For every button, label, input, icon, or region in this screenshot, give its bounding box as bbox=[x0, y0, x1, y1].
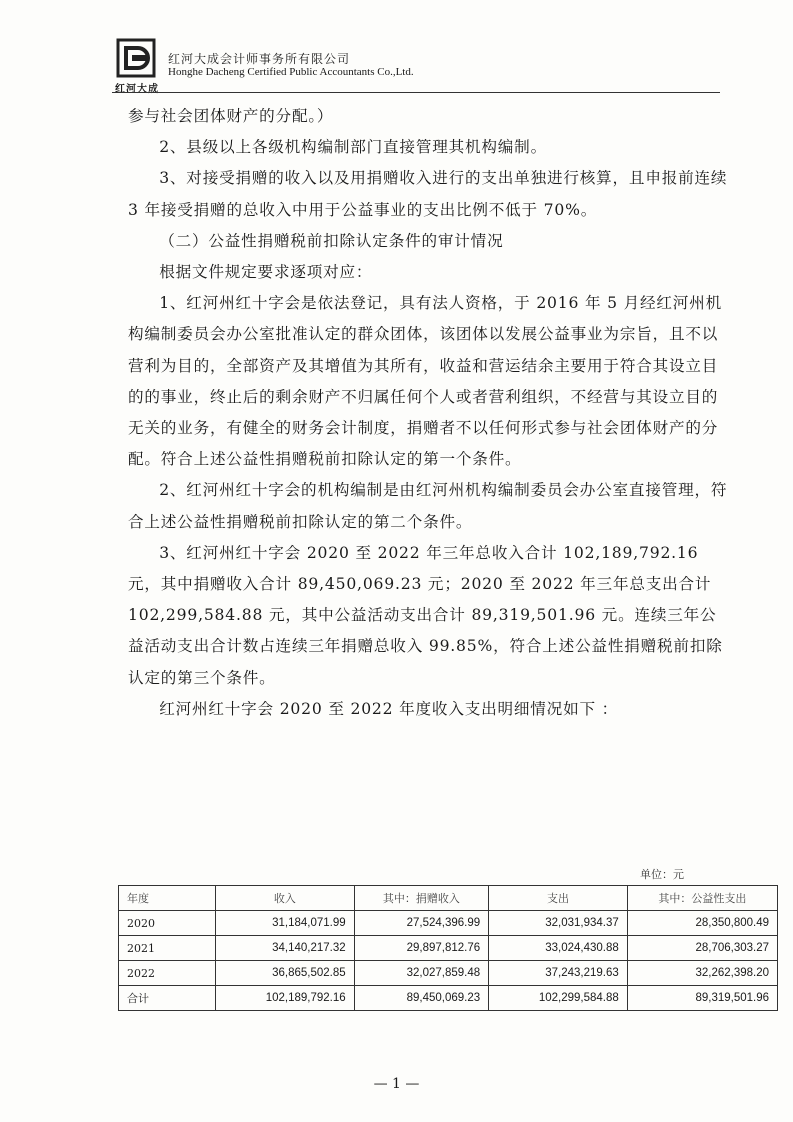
letterhead bbox=[112, 38, 720, 96]
col-public-welfare-expense: 其中：公益性支出 bbox=[627, 886, 777, 911]
amount-cell: 89,319,501.96 bbox=[627, 986, 777, 1011]
amount-cell: 31,184,071.99 bbox=[216, 911, 355, 936]
amount-cell: 32,031,934.37 bbox=[489, 911, 628, 936]
amount-cell: 36,865,502.85 bbox=[216, 961, 355, 986]
paragraph: 红河州红十字会 2020 至 2022 年度收入支出明细情况如下 ： bbox=[159, 699, 619, 718]
table-row bbox=[119, 911, 778, 936]
logo-text: 红河大成 bbox=[115, 84, 159, 95]
document-body bbox=[128, 101, 728, 725]
paragraph: （二）公益性捐赠税前扣除认定条件的审计情况 bbox=[159, 231, 504, 250]
table-unit: 单位：元 bbox=[640, 868, 684, 881]
amount-cell: 32,027,859.48 bbox=[354, 961, 488, 986]
amount-cell: 29,897,812.76 bbox=[354, 936, 488, 961]
amount-cell: 89,450,069.23 bbox=[354, 986, 488, 1011]
paragraph: 3、对接受捐赠的收入以及用捐赠收入进行的支出单独进行核算，且申报前连续3 年接受捐赠的总收入中用于公益事业的支出比例不低于 70%。 bbox=[128, 169, 728, 219]
table-row bbox=[119, 961, 778, 986]
year-cell: 合计 bbox=[119, 986, 216, 1011]
table-row bbox=[119, 986, 778, 1011]
paragraph: 根据文件规定要求逐项对应： bbox=[159, 263, 373, 282]
firm-name-en: Honghe Dacheng Certified Public Accountants Co.,Ltd. bbox=[168, 66, 414, 78]
amount-cell: 102,189,792.16 bbox=[216, 986, 355, 1011]
paragraph: 参与社会团体财产的分配。） bbox=[128, 107, 334, 125]
col-donation-income: 其中：捐赠收入 bbox=[354, 886, 488, 911]
paragraph: 2、县级以上各级机构编制部门直接管理其机构编制。 bbox=[159, 138, 547, 157]
paragraph: 1、红河州红十字会是依法登记，具有法人资格，于 2016 年 5 月经红河州机构编制委员会办公室批准认定的群众团体，该团体以发展公益事业为宗旨，且不以营利为目的，全部资产及其增值为其所有，收益和营运结余主要用于符合其设立目的的事业，终止后的剩余财产不归属任何个人或者营利组织，不经营与其设立目的无关的业务，有健全的财务会计制度，捐赠者不以任何形式参与社会团体财产的分配。符合上述公益性捐赠税前扣除认定的第一个条件。 bbox=[128, 294, 722, 469]
income-expense-table bbox=[118, 885, 778, 1011]
year-cell: 2022 bbox=[119, 961, 216, 986]
page-number: — 1 — bbox=[373, 1076, 420, 1092]
paragraph: 2、红河州红十字会的机构编制是由红河州机构编制委员会办公室直接管理，符合上述公益性捐赠税前扣除认定的第二个条件。 bbox=[128, 481, 728, 531]
amount-cell: 32,262,398.20 bbox=[627, 961, 777, 986]
table-header-row bbox=[119, 886, 778, 911]
table-row bbox=[119, 936, 778, 961]
amount-cell: 102,299,584.88 bbox=[489, 986, 628, 1011]
amount-cell: 27,524,396.99 bbox=[354, 911, 488, 936]
amount-cell: 37,243,219.63 bbox=[489, 961, 628, 986]
amount-cell: 33,024,430.88 bbox=[489, 936, 628, 961]
header-divider bbox=[112, 92, 720, 93]
amount-cell: 28,706,303.27 bbox=[627, 936, 777, 961]
col-year: 年度 bbox=[119, 886, 216, 911]
year-cell: 2021 bbox=[119, 936, 216, 961]
col-expense: 支出 bbox=[489, 886, 628, 911]
col-income: 收入 bbox=[216, 886, 355, 911]
year-cell: 2020 bbox=[119, 911, 216, 936]
paragraph: 3、红河州红十字会 2020 至 2022 年三年总收入合计 102,189,792.16 元，其中捐赠收入合计 89,450,069.23 元；2020 至 2022 年三年总支出合计 102,299,584.88 元，其中公益活动支出合计 89,319,501.96 元。连续三年公益活动支出合计数占连续三年捐赠总收入 99.85%，符合上述公益性捐赠税前扣除认定的第三个条件。 bbox=[128, 543, 723, 687]
firm-name-cn: 红河大成会计师事务所有限公司 bbox=[168, 52, 351, 66]
amount-cell: 28,350,800.49 bbox=[627, 911, 777, 936]
amount-cell: 34,140,217.32 bbox=[216, 936, 355, 961]
